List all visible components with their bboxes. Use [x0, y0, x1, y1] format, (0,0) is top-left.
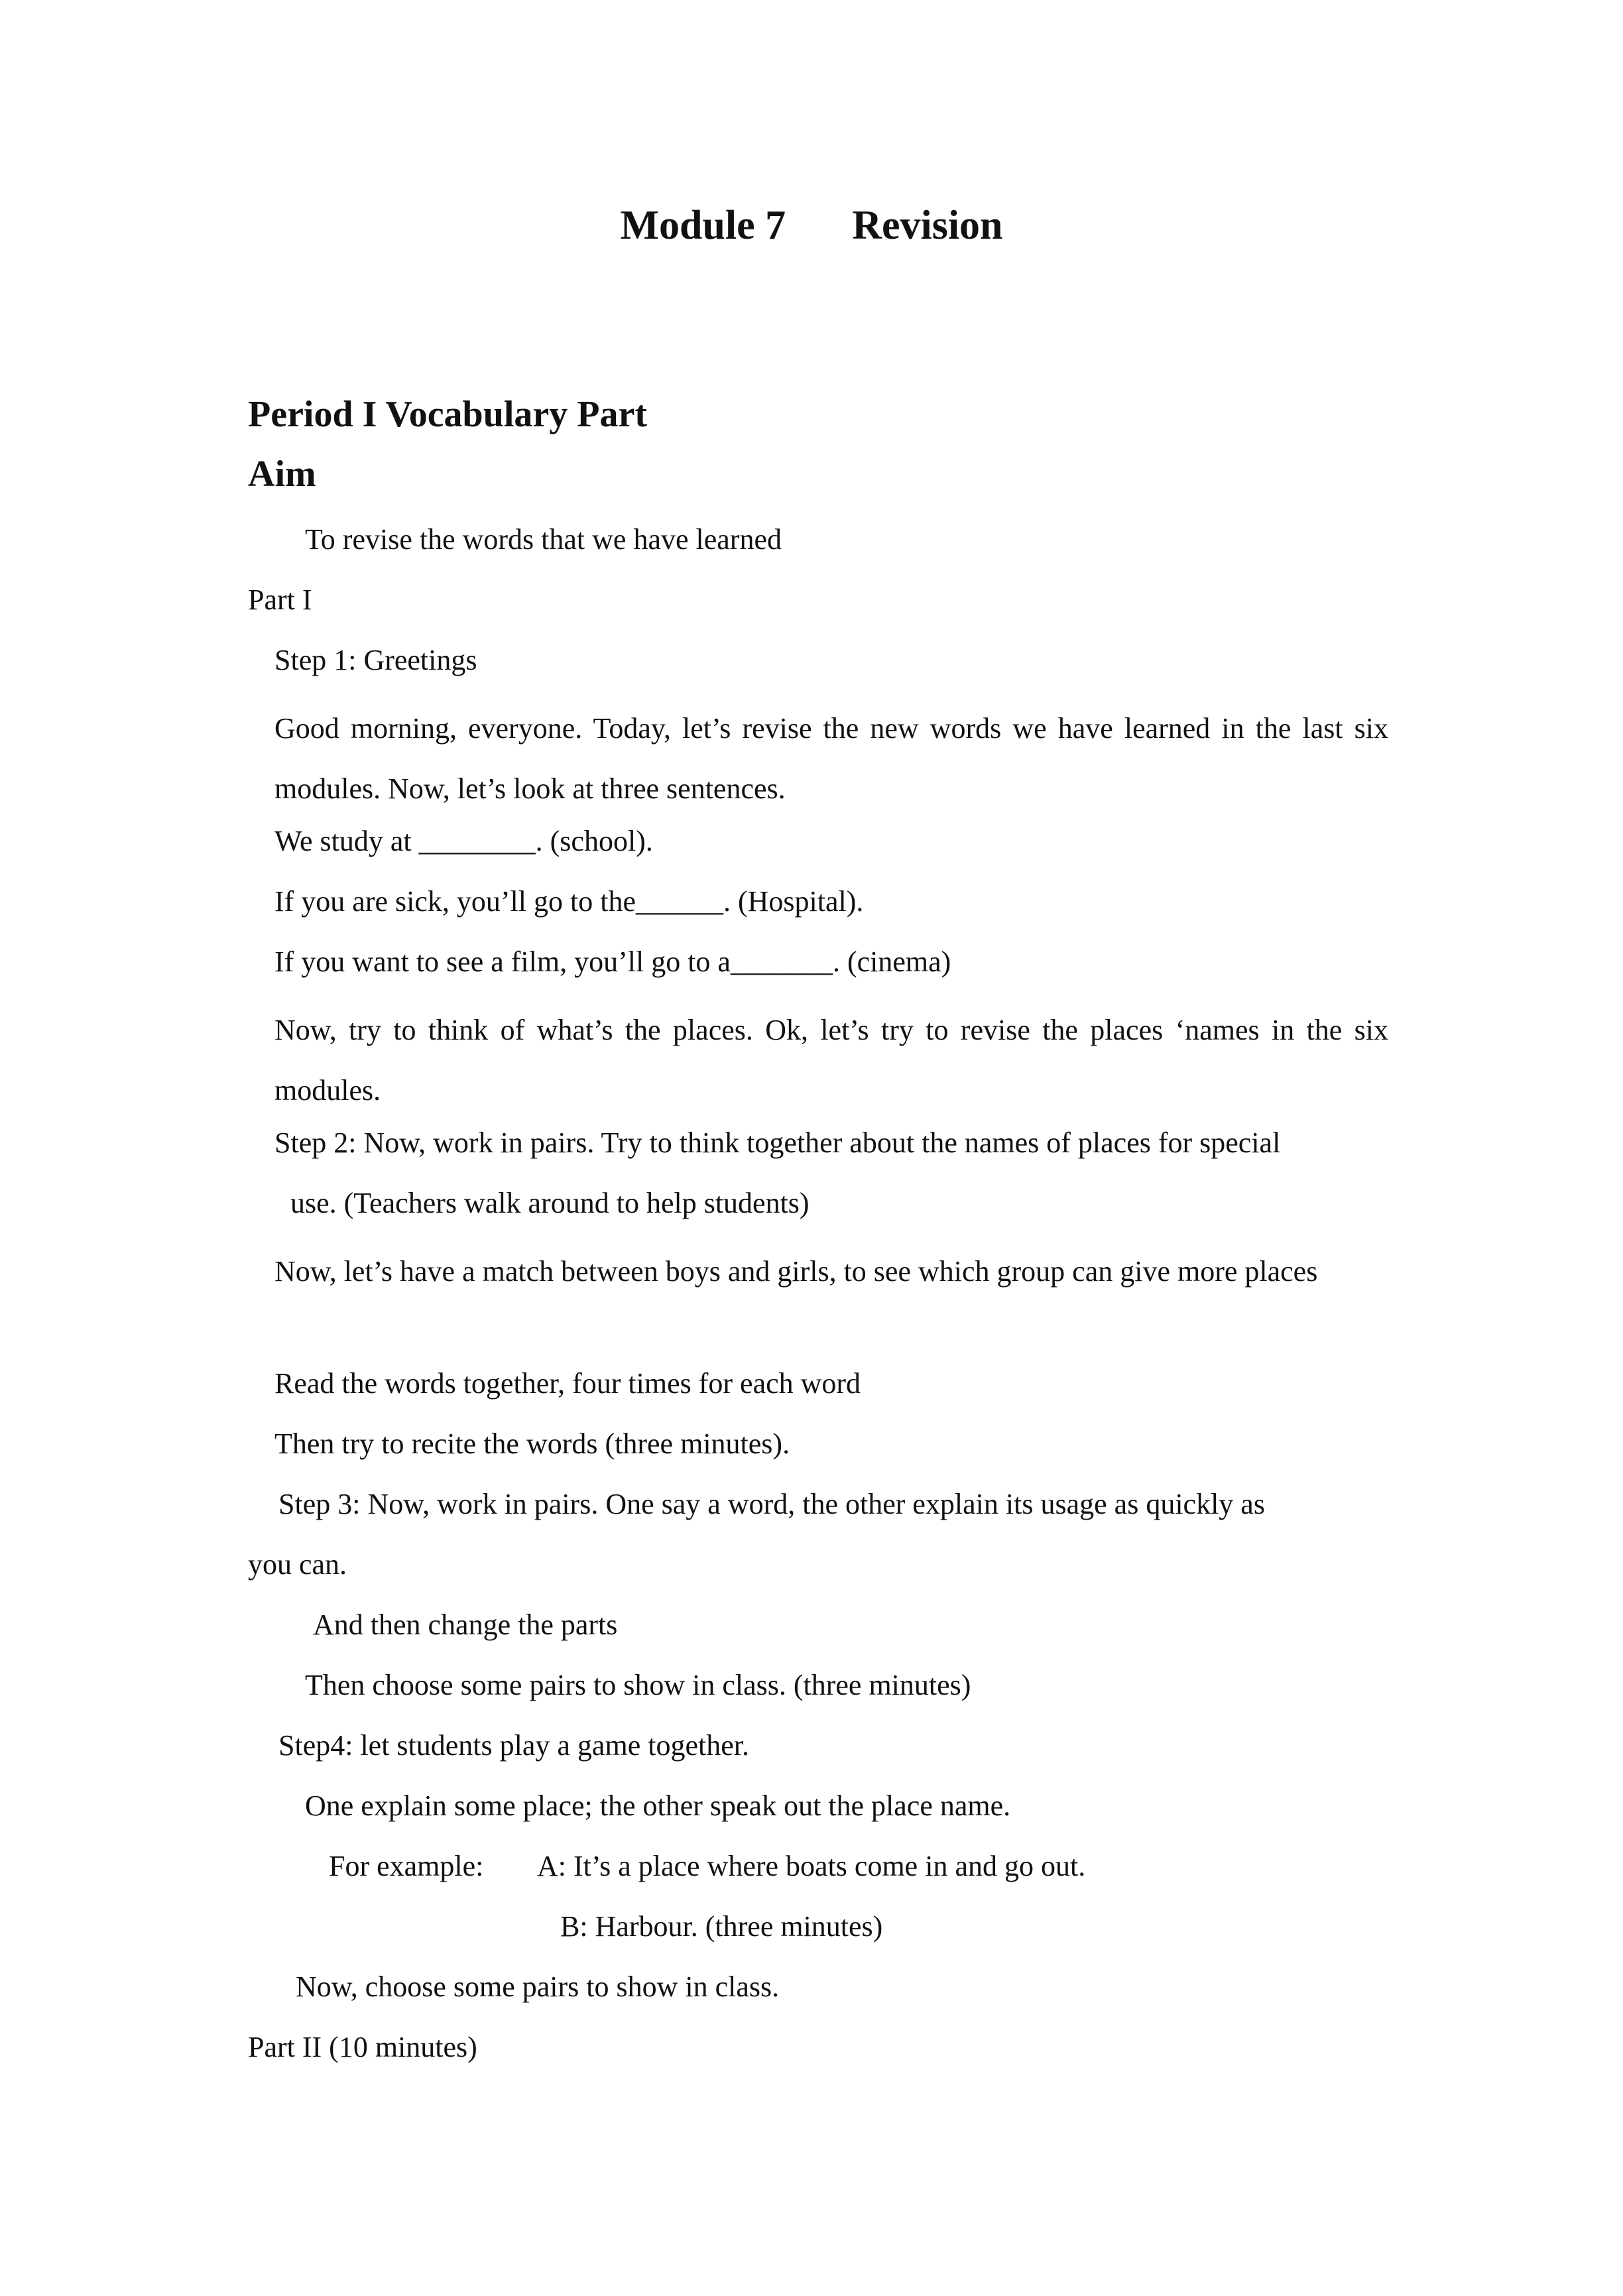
example-b: B: Harbour. (three minutes) — [560, 1910, 883, 1943]
show-text: Then choose some pairs to show in class. (three minutes) — [305, 1669, 971, 1701]
match-text: Now, let’s have a match between boys and girls, to see which group can give more places — [274, 1255, 1318, 1288]
example-label: For example: — [329, 1850, 484, 1882]
choose-text: Now, choose some pairs to show in class. — [296, 1970, 780, 2003]
page-title — [0, 199, 1623, 252]
sentence-school: We study at ________. (school). — [274, 825, 653, 857]
sentence-hospital: If you are sick, you’ll go to the______. (Hospital). — [274, 885, 864, 918]
step3-text: Step 3: Now, work in pairs. One say a word, the other explain its usage as quickly as — [278, 1488, 1265, 1520]
part2-label: Part II (10 minutes) — [248, 2031, 477, 2063]
step3-continuation: you can. — [248, 1548, 347, 1581]
period-heading: Period I Vocabulary Part — [248, 394, 647, 435]
step2-text: Step 2: Now, work in pairs. Try to think together about the names of places for special — [274, 1126, 1281, 1159]
title-module: Module 7 — [620, 203, 786, 248]
change-text: And then change the parts — [313, 1608, 618, 1641]
explain-text: One explain some place; the other speak out the place name. — [305, 1789, 1011, 1822]
think-text: Now, try to think of what’s the places. Ok, let’s try to revise the places ‘names in the six modules. — [274, 1014, 1388, 1107]
read-text: Read the words together, four times for each word — [274, 1367, 861, 1400]
aim-text: To revise the words that we have learned — [305, 523, 782, 556]
title-subject: Revision — [852, 203, 1003, 248]
greeting-text: Good morning, everyone. Today, let’s revise the new words we have learned in the last six modules. Now, let’s look at three sentences. — [274, 712, 1388, 805]
aim-heading: Aim — [248, 453, 316, 495]
step4-text: Step4: let students play a game together. — [278, 1729, 749, 1762]
example-a: A: It’s a place where boats come in and go out. — [537, 1850, 1086, 1882]
step1-label: Step 1: Greetings — [274, 644, 477, 676]
step2-continuation: use. (Teachers walk around to help students) — [290, 1187, 810, 1219]
recite-text: Then try to recite the words (three minutes). — [274, 1427, 790, 1460]
part1-label: Part I — [248, 583, 312, 616]
sentence-cinema: If you want to see a film, you’ll go to a_______. (cinema) — [274, 945, 951, 978]
